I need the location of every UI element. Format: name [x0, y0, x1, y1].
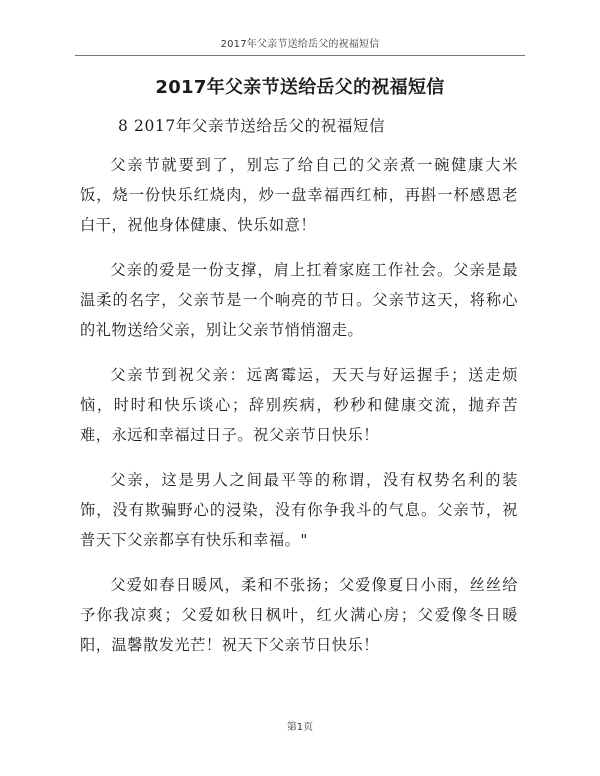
paragraph: 父亲的爱是一份支撑，肩上扛着家庭工作社会。父亲是最温柔的名字，父亲节是一个响亮的节日。父亲节这天，将称心的礼物送给父亲，别让父亲节悄悄溜走。: [80, 261, 518, 339]
paragraph: 父亲节到祝父亲：远离霉运，天天与好运握手；送走烦恼，时时和快乐谈心；辞别疾病，秒秒和健康交流，抛弃苦难，永远和幸福过日子。祝父亲节日快乐！: [80, 366, 518, 444]
document-subheading: 8 2017年父亲节送给岳父的祝福短信: [118, 117, 386, 135]
document-body: [80, 150, 518, 675]
paragraph: 父爱如春日暖风，柔和不张扬；父爱像夏日小雨，丝丝给予你我凉爽；父爱如秋日枫叶，红火满心房；父爱像冬日暖阳，温馨散发光芒！祝天下父亲节日快乐！: [80, 576, 518, 654]
document-title: 2017年父亲节送给岳父的祝福短信: [155, 77, 445, 98]
paragraph: 父亲，这是男人之间最平等的称谓，没有权势名利的装饰，没有欺骗野心的浸染，没有你争我斗的气息。父亲节，祝普天下父亲都享有快乐和幸福。": [80, 471, 518, 549]
running-header: 2017年父亲节送给岳父的祝福短信: [220, 39, 380, 50]
page-number: 第1页: [286, 722, 314, 733]
paragraph: 父亲节就要到了，别忘了给自己的父亲煮一碗健康大米饭，烧一份快乐红烧肉，炒一盘幸福西红柿，再斟一杯感恩老白干，祝他身体健康、快乐如意！: [80, 156, 518, 234]
header-divider: [75, 55, 525, 56]
